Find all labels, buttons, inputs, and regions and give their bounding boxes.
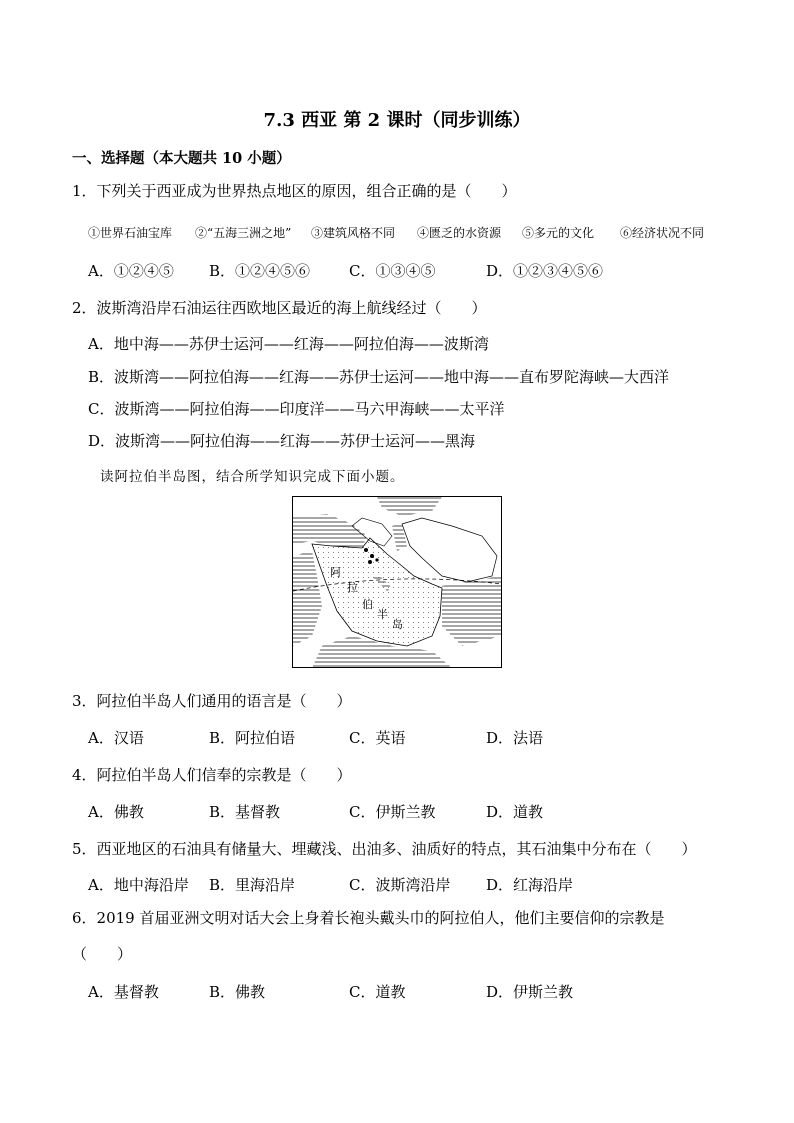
- q5-option-d: D．红海沿岸: [486, 876, 574, 894]
- q5-option-c: C．波斯湾沿岸: [349, 876, 451, 894]
- reading-instruction: 读阿拉伯半岛图，结合所学知识完成下面小题。: [100, 469, 405, 485]
- q1-option-c: C．①③④⑤: [349, 262, 436, 280]
- question-4-stem: 4．阿拉伯半岛人们信奉的宗教是（ ）: [72, 766, 352, 784]
- q1-option-d: D．①②③④⑤⑥: [486, 262, 604, 280]
- q2-option-c: C．波斯湾——阿拉伯海——印度洋——马六甲海峡——太平洋: [88, 400, 505, 418]
- q4-option-a: A．佛教: [88, 803, 144, 821]
- q1-item-4: ④匮乏的水资源: [417, 226, 502, 240]
- q6-option-c: C．道教: [349, 983, 406, 1001]
- question-6-stem-cont: （ ）: [72, 945, 133, 963]
- q1-option-a: A．①②④⑤: [88, 262, 174, 280]
- question-3-stem: 3．阿拉伯半岛人们通用的语言是（ ）: [72, 692, 352, 710]
- question-2-stem: 2．波斯湾沿岸石油运往西欧地区最近的海上航线经过（ ）: [72, 299, 487, 317]
- question-6-stem: 6．2019 首届亚洲文明对话大会上身着长袍头戴头巾的阿拉伯人，他们主要信仰的宗教是: [72, 909, 665, 927]
- map-label-la: 拉: [347, 581, 358, 594]
- page-title: 7.3 西亚 第 2 课时（同步训练）: [263, 110, 531, 131]
- q3-option-c: C．英语: [349, 729, 406, 747]
- q3-option-b: B．阿拉伯语: [209, 729, 296, 747]
- map-label-a: 阿: [330, 566, 341, 579]
- q4-option-c: C．伊斯兰教: [349, 803, 436, 821]
- q2-option-d: D．波斯湾——阿拉伯海——红海——苏伊士运河——黑海: [88, 432, 476, 450]
- map-label-ban: 半: [377, 608, 388, 621]
- q4-option-d: D．道教: [486, 803, 544, 821]
- section-heading: 一、选择题（本大题共 10 小题）: [72, 150, 291, 167]
- q5-option-a: A．地中海沿岸: [88, 876, 189, 894]
- q5-option-b: B．里海沿岸: [209, 876, 296, 894]
- q6-option-a: A．基督教: [88, 983, 159, 1001]
- q1-option-b: B．①②④⑤⑥: [209, 262, 311, 280]
- q1-item-2: ②“五海三洲之地”: [195, 226, 292, 240]
- q2-option-b: B．波斯湾——阿拉伯海——红海——苏伊士运河——地中海——直布罗陀海峡—大西洋: [88, 368, 670, 386]
- q1-item-5: ⑤多元的文化: [522, 226, 595, 240]
- q4-option-b: B．基督教: [209, 803, 281, 821]
- map-label-bo: 伯: [362, 598, 373, 611]
- q1-item-3: ③建筑风格不同: [311, 226, 396, 240]
- question-1-stem: 1．下列关于西亚成为世界热点地区的原因，组合正确的是（ ）: [72, 182, 517, 200]
- q2-option-a: A．地中海——苏伊士运河——红海——阿拉伯海——波斯湾: [88, 335, 489, 353]
- q1-item-6: ⑥经济状况不同: [620, 226, 705, 240]
- q3-option-a: A．汉语: [88, 729, 144, 747]
- arabian-peninsula-map: [292, 496, 502, 668]
- q3-option-d: D．法语: [486, 729, 544, 747]
- q6-option-b: B．佛教: [209, 983, 266, 1001]
- q1-item-1: ①世界石油宝库: [88, 226, 173, 240]
- q6-option-d: D．伊斯兰教: [486, 983, 574, 1001]
- map-label-dao: 岛: [392, 618, 403, 631]
- question-5-stem: 5．西亚地区的石油具有储量大、埋藏浅、出油多、油质好的特点，其石油集中分布在（ ）: [72, 840, 697, 858]
